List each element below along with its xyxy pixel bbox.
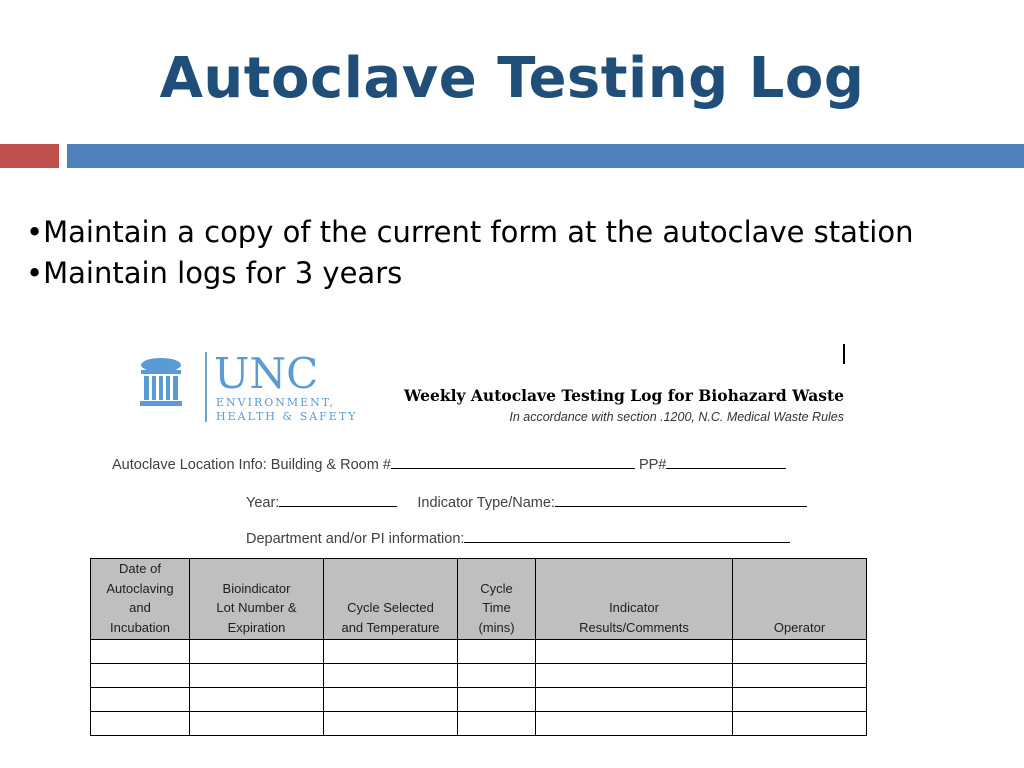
department-blank xyxy=(464,528,790,543)
logo-divider xyxy=(205,352,207,422)
pp-label: PP# xyxy=(638,457,667,473)
table-header-row xyxy=(91,559,867,640)
table-cell xyxy=(91,712,190,736)
logo-subtitle-line: ENVIRONMENT, xyxy=(216,396,336,409)
table-cell xyxy=(324,712,458,736)
header-indicator-results xyxy=(536,559,733,640)
accent-bar-red xyxy=(0,144,59,168)
header-date xyxy=(91,559,190,640)
header-label: Date of Autoclaving and Incubation xyxy=(106,561,174,635)
table-cell xyxy=(733,664,867,688)
department-field xyxy=(246,528,790,547)
table-cell xyxy=(190,688,324,712)
slide-title: Autoclave Testing Log xyxy=(159,46,865,111)
text-cursor-mark xyxy=(843,344,845,364)
header-operator xyxy=(733,559,867,640)
table-cell xyxy=(190,640,324,664)
table-cell xyxy=(458,664,536,688)
table-row xyxy=(91,688,867,712)
indicator-blank xyxy=(555,492,807,507)
location-field xyxy=(112,454,786,473)
location-blank xyxy=(391,454,635,469)
table-cell xyxy=(91,688,190,712)
bullet-item: •Maintain a copy of the current form at the autoclave station xyxy=(26,215,914,249)
form-title: Weekly Autoclave Testing Log for Biohazard Waste xyxy=(404,386,844,405)
form-image xyxy=(90,340,880,735)
table-row xyxy=(91,664,867,688)
table-cell xyxy=(324,688,458,712)
table-cell xyxy=(324,664,458,688)
log-table xyxy=(90,558,867,736)
table-cell xyxy=(536,664,733,688)
header-label: Bioindicator Lot Number & Expiration xyxy=(216,580,297,635)
logo-subtitle-line: HEALTH & SAFETY xyxy=(216,410,358,423)
table-cell xyxy=(536,712,733,736)
year-label: Year: xyxy=(246,495,280,511)
bullet-item: •Maintain logs for 3 years xyxy=(26,256,403,290)
accent-bar-blue xyxy=(67,144,1024,168)
header-label: Indicator Results/Comments xyxy=(579,600,689,635)
year-blank xyxy=(279,492,397,507)
table-cell xyxy=(190,664,324,688)
table-cell xyxy=(536,688,733,712)
header-label: Cycle Selected and Temperature xyxy=(341,600,440,635)
table-cell xyxy=(458,712,536,736)
bullet-list xyxy=(26,212,913,294)
table-cell xyxy=(733,688,867,712)
header-bioindicator xyxy=(190,559,324,640)
form-subtitle: In accordance with section .1200, N.C. Medical Waste Rules xyxy=(509,410,844,424)
table-cell xyxy=(91,664,190,688)
table-cell xyxy=(324,640,458,664)
table-cell xyxy=(458,688,536,712)
table-cell xyxy=(733,712,867,736)
table-cell xyxy=(536,640,733,664)
department-label: Department and/or PI information: xyxy=(246,531,465,547)
header-cycle-selected xyxy=(324,559,458,640)
table-cell xyxy=(733,640,867,664)
location-label: Autoclave Location Info: Building & Room # xyxy=(112,457,391,473)
header-label: Cycle Time (mins) xyxy=(478,580,515,635)
header-cycle-time xyxy=(458,559,536,640)
table-cell xyxy=(190,712,324,736)
indicator-label: Indicator Type/Name: xyxy=(417,495,555,511)
logo-subtitle xyxy=(216,396,357,424)
old-well-icon xyxy=(138,356,184,412)
table-cell xyxy=(91,640,190,664)
header-label: Operator xyxy=(773,619,826,635)
year-field xyxy=(246,492,807,511)
pp-blank xyxy=(666,454,786,469)
logo-text: UNC xyxy=(214,349,319,398)
table-row xyxy=(91,712,867,736)
table-row xyxy=(91,640,867,664)
table-cell xyxy=(458,640,536,664)
